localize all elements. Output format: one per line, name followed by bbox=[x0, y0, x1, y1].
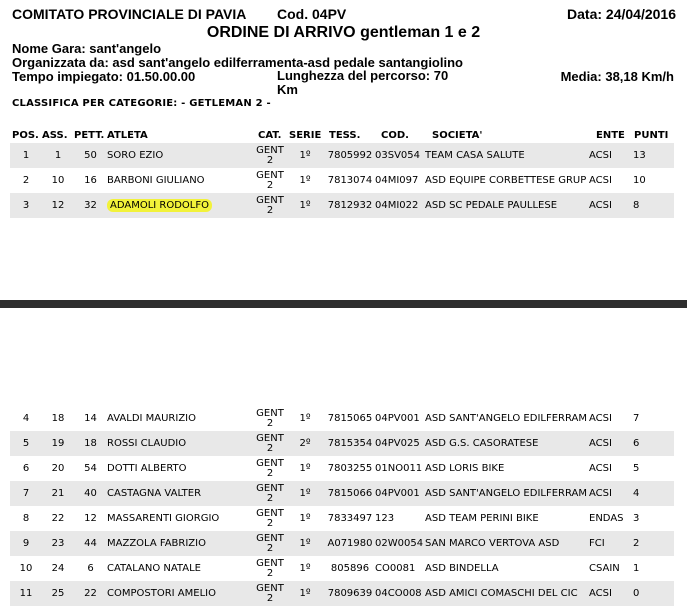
table-row bbox=[10, 406, 674, 431]
row-pett: 12 bbox=[74, 506, 107, 531]
row-cat bbox=[255, 481, 285, 506]
row-pett: 50 bbox=[74, 143, 107, 168]
row-cod: 123 bbox=[375, 506, 425, 531]
row-societa: ASD SANT'ANGELO EDILFERRAM bbox=[425, 406, 589, 431]
row-ass: 10 bbox=[42, 168, 74, 193]
row-cat-line1: GENT bbox=[256, 169, 284, 181]
row-pett: 6 bbox=[74, 556, 107, 581]
row-tess: 805896 bbox=[325, 556, 375, 581]
row-pos: 4 bbox=[10, 406, 42, 431]
col-pos: POS. bbox=[12, 130, 39, 141]
row-atleta: BARBONI GIULIANO bbox=[107, 168, 255, 193]
row-cat-line1: GENT bbox=[256, 144, 284, 156]
row-tess: 7815066 bbox=[325, 481, 375, 506]
table-row bbox=[10, 193, 674, 218]
row-atleta: CATALANO NATALE bbox=[107, 556, 255, 581]
col-cod: COD. bbox=[381, 130, 409, 141]
row-tess: 7805992 bbox=[325, 143, 375, 168]
row-tess: 7815354 bbox=[325, 431, 375, 456]
row-cat bbox=[255, 506, 285, 531]
race-code: Cod. 04PV bbox=[277, 6, 347, 22]
row-ass: 18 bbox=[42, 406, 74, 431]
row-cat-line1: GENT bbox=[256, 532, 284, 544]
row-societa: ASD SANT'ANGELO EDILFERRAM bbox=[425, 481, 589, 506]
table-row bbox=[10, 168, 674, 193]
row-ass: 21 bbox=[42, 481, 74, 506]
row-cat-line1: GENT bbox=[256, 582, 284, 594]
row-cat-line1: GENT bbox=[256, 457, 284, 469]
race-name: Nome Gara: sant'angelo bbox=[12, 41, 162, 56]
row-ass: 20 bbox=[42, 456, 74, 481]
row-cat bbox=[255, 581, 285, 606]
table-row bbox=[10, 481, 674, 506]
row-serie: 1º bbox=[285, 168, 325, 193]
row-atleta: ROSSI CLAUDIO bbox=[107, 431, 255, 456]
race-time: Tempo impiegato: 01.50.00.00 bbox=[12, 69, 196, 84]
table-row bbox=[10, 431, 674, 456]
row-punti: 7 bbox=[627, 406, 674, 431]
race-average: Media: 38,18 Km/h bbox=[560, 69, 674, 84]
col-cat: CAT. bbox=[258, 130, 282, 141]
row-cod: 04MI097 bbox=[375, 168, 425, 193]
col-tess: TESS. bbox=[329, 130, 361, 141]
row-cat-line1: GENT bbox=[256, 507, 284, 519]
row-tess: 7809639 bbox=[325, 581, 375, 606]
table-row bbox=[10, 556, 674, 581]
row-atleta: SORO EZIO bbox=[107, 143, 255, 168]
row-ente: ACSI bbox=[589, 406, 627, 431]
row-cat-line2: 2 bbox=[266, 154, 274, 166]
row-societa: ASD TEAM PERINI BIKE bbox=[425, 506, 589, 531]
row-punti: 3 bbox=[627, 506, 674, 531]
results-table-bottom bbox=[10, 406, 674, 606]
race-date: Data: 24/04/2016 bbox=[567, 6, 676, 22]
race-length-line1: Lunghezza del percorso: 70 bbox=[277, 68, 449, 83]
row-pos: 7 bbox=[10, 481, 42, 506]
row-ass: 24 bbox=[42, 556, 74, 581]
row-atleta: MASSARENTI GIORGIO bbox=[107, 506, 255, 531]
row-ass: 25 bbox=[42, 581, 74, 606]
row-punti: 4 bbox=[627, 481, 674, 506]
col-pett: PETT. bbox=[74, 130, 105, 141]
row-societa: SAN MARCO VERTOVA ASD bbox=[425, 531, 589, 556]
row-pos: 9 bbox=[10, 531, 42, 556]
row-ente: CSAIN bbox=[589, 556, 627, 581]
row-serie: 1º bbox=[285, 556, 325, 581]
row-serie: 1º bbox=[285, 506, 325, 531]
row-serie: 1º bbox=[285, 456, 325, 481]
row-serie: 1º bbox=[285, 143, 325, 168]
row-ass: 23 bbox=[42, 531, 74, 556]
row-pett: 16 bbox=[74, 168, 107, 193]
row-pett: 32 bbox=[74, 193, 107, 218]
column-headers bbox=[0, 130, 687, 142]
row-cat bbox=[255, 406, 285, 431]
row-cat bbox=[255, 531, 285, 556]
row-cod: 01NO011 bbox=[375, 456, 425, 481]
row-serie: 1º bbox=[285, 406, 325, 431]
row-societa: ASD AMICI COMASCHI DEL CIC bbox=[425, 581, 589, 606]
row-cat-line1: GENT bbox=[256, 194, 284, 206]
row-punti: 6 bbox=[627, 431, 674, 456]
row-serie: 1º bbox=[285, 193, 325, 218]
row-cat-line2: 2 bbox=[266, 517, 274, 529]
row-societa: ASD LORIS BIKE bbox=[425, 456, 589, 481]
row-cat-line2: 2 bbox=[266, 442, 274, 454]
row-cod: 02W0054 bbox=[375, 531, 425, 556]
row-pos: 10 bbox=[10, 556, 42, 581]
row-pos: 6 bbox=[10, 456, 42, 481]
row-punti: 8 bbox=[627, 193, 674, 218]
col-atleta: ATLETA bbox=[107, 130, 148, 141]
row-societa: TEAM CASA SALUTE bbox=[425, 143, 589, 168]
row-cat-line2: 2 bbox=[266, 592, 274, 604]
row-societa: ASD SC PEDALE PAULLESE bbox=[425, 193, 589, 218]
row-societa: ASD EQUIPE CORBETTESE GRUP bbox=[425, 168, 589, 193]
results-table-top bbox=[10, 143, 674, 218]
row-pos: 3 bbox=[10, 193, 42, 218]
row-pett: 18 bbox=[74, 431, 107, 456]
row-tess: A071980 bbox=[325, 531, 375, 556]
row-cod: 04CO008 bbox=[375, 581, 425, 606]
row-cat-line1: GENT bbox=[256, 407, 284, 419]
row-pett: 22 bbox=[74, 581, 107, 606]
row-cod: CO0081 bbox=[375, 556, 425, 581]
row-pos: 5 bbox=[10, 431, 42, 456]
row-serie: 1º bbox=[285, 581, 325, 606]
row-ente: ACSI bbox=[589, 581, 627, 606]
row-punti: 2 bbox=[627, 531, 674, 556]
row-pos: 1 bbox=[10, 143, 42, 168]
row-cat-line2: 2 bbox=[266, 542, 274, 554]
race-length-line2: Km bbox=[277, 82, 298, 97]
row-punti: 10 bbox=[627, 168, 674, 193]
row-tess: 7812932 bbox=[325, 193, 375, 218]
row-pett: 44 bbox=[74, 531, 107, 556]
row-cod: 04PV025 bbox=[375, 431, 425, 456]
col-punti: PUNTI bbox=[634, 130, 669, 141]
row-cat bbox=[255, 556, 285, 581]
row-cod: 03SV054 bbox=[375, 143, 425, 168]
table-row bbox=[10, 143, 674, 168]
race-organizer: Organizzata da: asd sant'angelo edilferramenta-asd pedale santangiolino bbox=[12, 55, 463, 70]
row-cod: 04PV001 bbox=[375, 481, 425, 506]
row-cat-line2: 2 bbox=[266, 492, 274, 504]
row-ass: 12 bbox=[42, 193, 74, 218]
row-atleta: CASTAGNA VALTER bbox=[107, 481, 255, 506]
row-ente: ACSI bbox=[589, 143, 627, 168]
committee-header bbox=[12, 6, 676, 22]
row-cat-line1: GENT bbox=[256, 482, 284, 494]
row-tess: 7815065 bbox=[325, 406, 375, 431]
page-divider bbox=[0, 300, 687, 308]
row-ass: 19 bbox=[42, 431, 74, 456]
row-cat-line2: 2 bbox=[266, 417, 274, 429]
row-pett: 14 bbox=[74, 406, 107, 431]
row-ente: ACSI bbox=[589, 193, 627, 218]
row-punti: 5 bbox=[627, 456, 674, 481]
row-pos: 2 bbox=[10, 168, 42, 193]
row-cod: 04PV001 bbox=[375, 406, 425, 431]
row-cat bbox=[255, 168, 285, 193]
row-ass: 22 bbox=[42, 506, 74, 531]
row-atleta: COMPOSTORI AMELIO bbox=[107, 581, 255, 606]
col-societa: SOCIETA' bbox=[432, 130, 483, 141]
row-atleta: AVALDI MAURIZIO bbox=[107, 406, 255, 431]
row-cat bbox=[255, 143, 285, 168]
row-punti: 1 bbox=[627, 556, 674, 581]
row-cat-line1: GENT bbox=[256, 432, 284, 444]
row-cat bbox=[255, 193, 285, 218]
row-ente: ACSI bbox=[589, 431, 627, 456]
table-row bbox=[10, 581, 674, 606]
race-length bbox=[277, 69, 448, 97]
row-cod: 04MI022 bbox=[375, 193, 425, 218]
col-ass: ASS. bbox=[42, 130, 68, 141]
table-row bbox=[10, 531, 674, 556]
row-societa: ASD G.S. CASORATESE bbox=[425, 431, 589, 456]
highlighted-athlete: ADAMOLI RODOLFO bbox=[107, 199, 212, 212]
row-ente: FCI bbox=[589, 531, 627, 556]
row-punti: 13 bbox=[627, 143, 674, 168]
row-tess: 7803255 bbox=[325, 456, 375, 481]
row-pett: 54 bbox=[74, 456, 107, 481]
row-cat-line2: 2 bbox=[266, 179, 274, 191]
row-atleta bbox=[107, 193, 255, 218]
row-ente: ACSI bbox=[589, 481, 627, 506]
row-cat-line1: GENT bbox=[256, 557, 284, 569]
row-atleta: DOTTI ALBERTO bbox=[107, 456, 255, 481]
row-pos: 8 bbox=[10, 506, 42, 531]
row-cat bbox=[255, 456, 285, 481]
row-tess: 7833497 bbox=[325, 506, 375, 531]
row-pett: 40 bbox=[74, 481, 107, 506]
row-cat-line2: 2 bbox=[266, 567, 274, 579]
row-ass: 1 bbox=[42, 143, 74, 168]
table-row bbox=[10, 506, 674, 531]
row-cat-line2: 2 bbox=[266, 204, 274, 216]
row-cat-line2: 2 bbox=[266, 467, 274, 479]
col-ente: ENTE bbox=[596, 130, 625, 141]
col-serie: SERIE bbox=[289, 130, 322, 141]
row-pos: 11 bbox=[10, 581, 42, 606]
row-cat bbox=[255, 431, 285, 456]
row-serie: 1º bbox=[285, 481, 325, 506]
row-atleta: MAZZOLA FABRIZIO bbox=[107, 531, 255, 556]
row-ente: ACSI bbox=[589, 456, 627, 481]
row-punti: 0 bbox=[627, 581, 674, 606]
table-row bbox=[10, 456, 674, 481]
row-societa: ASD BINDELLA bbox=[425, 556, 589, 581]
row-serie: 1º bbox=[285, 531, 325, 556]
row-ente: ENDAS bbox=[589, 506, 627, 531]
page-title: ORDINE DI ARRIVO gentleman 1 e 2 bbox=[206, 24, 481, 41]
committee-name: COMITATO PROVINCIALE DI PAVIA bbox=[12, 6, 247, 22]
row-tess: 7813074 bbox=[325, 168, 375, 193]
row-ente: ACSI bbox=[589, 168, 627, 193]
row-serie: 2º bbox=[285, 431, 325, 456]
category-title: CLASSIFICA PER CATEGORIE: - GETLEMAN 2 - bbox=[12, 98, 271, 109]
